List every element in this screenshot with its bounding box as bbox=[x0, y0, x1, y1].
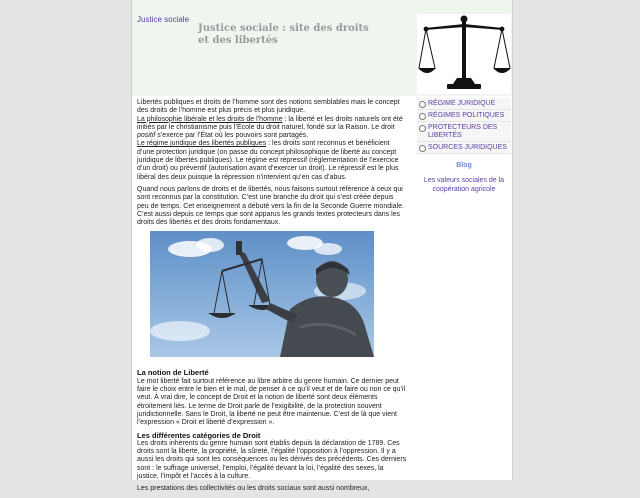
site-home-link[interactable]: Justice sociale bbox=[137, 15, 190, 24]
blog-link[interactable]: Les valeurs sociales de la coopération agricole bbox=[423, 177, 505, 193]
categories-heading: Les différentes catégories de Droit bbox=[137, 430, 261, 440]
positive-word: positif bbox=[137, 132, 156, 140]
page bbox=[131, 0, 513, 493]
sidebar-item-sources-juridiques[interactable] bbox=[417, 142, 511, 154]
bullet-icon bbox=[419, 113, 426, 120]
liberty-heading: La notion de Liberté bbox=[137, 368, 209, 378]
sidebar-item-regime-juridique[interactable] bbox=[417, 98, 511, 110]
philosophy-text: : la liberté et les droits naturels ont été initiés par le christianisme puis l’École du droit naturel, fondé sur la Raison. Le droit bbox=[137, 115, 403, 131]
sidebar-item-protecteurs-libertes[interactable] bbox=[417, 122, 511, 142]
liberty-paragraph: Le mot liberté fait surtout référence au libre arbitre du genre humain. Ce dernier peut faire le choix entre le bien et le mal, de penser à ce qu’il veut et de faire ou non ce qu’il veut. À vrai dire, le concept de Droit et la notion de liberté sont deux éléments étroitement liés. Le terme de Droit parle de l’exigibilité, de la protection souvent juridictionnelle. Sans le Droit, la liberté ne peut être maintenue. C’est de là que vient l’expression « Droit et liberté d’expression ». bbox=[137, 377, 406, 427]
sidebar-item-label: RÉGIME JURIDIQUE bbox=[428, 100, 496, 107]
constitution-paragraph: Quand nous parlons de droits et de libertés, nous faisons surtout référence à ceux qui sont reconnus par la constitution. C’est une branche du droit qui s’est créée depuis peu de temps. Cet enseignement a débuté vers la fin de la Seconde Guerre mondiale. C’est aussi depuis ce temps que sont apparus les grands textes protecteurs dans les droits des libertés et des droits fondamentaux. bbox=[137, 185, 404, 227]
sidebar-item-label: SOURCES JURIDIQUES bbox=[428, 144, 507, 151]
sidebar-item-label: PROTECTEURS DES LIBERTÉS bbox=[428, 124, 498, 139]
bullet-icon bbox=[419, 101, 426, 108]
main-content bbox=[137, 99, 407, 498]
legal-regime-link[interactable]: Le régime juridique des libertés publiques bbox=[137, 140, 267, 148]
sidebar-item-label: RÉGIMES POLITIQUES bbox=[428, 112, 505, 119]
categories-paragraph: Les droits inhérents du genre humain sont établis depuis la déclaration de 1789. Ces droits sont la liberté, la propriété, la sûreté, l’égalité l’opposition à l’oppression. Il y a aussi les droits qui sont les conséquences ou les dérivés des précédents. Ces derniers sont : le suffrage universel, l’emploi, l’égalité devant la loi, l’égalité des sexes, la justice, l’impôt et l’accès à la culture. bbox=[137, 439, 407, 481]
intro-paragraph bbox=[137, 99, 407, 182]
justice-statue-image bbox=[150, 231, 374, 357]
bullet-icon bbox=[419, 145, 426, 152]
logo bbox=[417, 14, 511, 94]
philosophy-text-end: s’exerce par l’État où les pouvoirs sont partagés. bbox=[155, 132, 309, 140]
intro-text: Libertés publiques et droits de l’homme sont des notions semblables mais le concept des droits de l’homme est plus précis et plus juridique. bbox=[137, 99, 400, 115]
sidebar-item-regimes-politiques[interactable] bbox=[417, 110, 511, 122]
scales-of-justice-icon bbox=[417, 14, 511, 94]
bullet-icon bbox=[419, 125, 426, 132]
legal-regime-text: : les droits sont reconnus et bénéficient d’une protection juridique (on passe du concept philosophique de liberté au concept juridique de libertés publiques). Le régime est répressif (réglementation de l’exercice d’un droit) ou préventif (autorisation avant d’exercer un droit). Le répressif est le plus libéral des deux puisque la répression n’intervient qu’en cas d’abus. bbox=[137, 140, 399, 181]
sidebar bbox=[417, 98, 511, 194]
philosophy-link[interactable]: La philosophie libérale et les droits de l’homme bbox=[137, 115, 283, 123]
social-rights-paragraph: Les prestations des collectivités ou les droits sociaux sont aussi nombreux, bbox=[137, 485, 370, 493]
blog-heading: Blog bbox=[456, 162, 472, 169]
page-title: Justice sociale : site des droits et des libertés bbox=[198, 23, 369, 46]
